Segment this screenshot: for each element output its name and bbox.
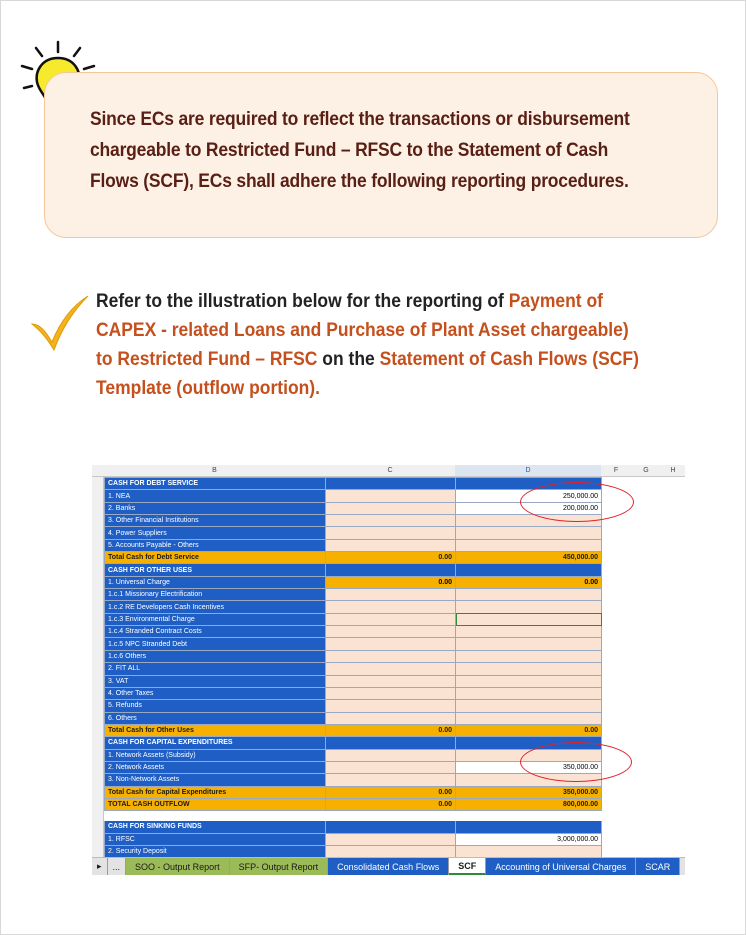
row-label[interactable]: 1. Universal Charge xyxy=(105,576,326,588)
cell-d[interactable]: 350,000.00 xyxy=(456,761,602,773)
cell-c[interactable] xyxy=(326,749,456,761)
cell-d[interactable] xyxy=(456,539,602,551)
cell-c[interactable] xyxy=(326,700,456,712)
column-header-c[interactable]: C xyxy=(325,465,455,477)
cell-d[interactable] xyxy=(456,712,602,724)
cell-d[interactable] xyxy=(456,811,602,821)
cell-d[interactable]: 450,000.00 xyxy=(456,552,602,564)
cell-c[interactable] xyxy=(326,638,456,650)
checkmark-icon xyxy=(30,294,90,354)
cell-d[interactable]: 350,000.00 xyxy=(456,786,602,798)
column-header-f[interactable]: F xyxy=(601,465,631,477)
row-header-strip[interactable] xyxy=(92,477,104,862)
cell-d[interactable] xyxy=(456,564,602,576)
table-row xyxy=(105,845,602,857)
row-label[interactable]: CASH FOR OTHER USES xyxy=(105,564,326,576)
scf-table xyxy=(104,477,602,858)
row-label[interactable]: 3. Non-Network Assets xyxy=(105,774,326,786)
spreadsheet xyxy=(92,465,685,885)
cell-d[interactable] xyxy=(456,687,602,699)
cell-d[interactable] xyxy=(456,821,602,833)
cell-c[interactable] xyxy=(326,613,456,625)
cell-d[interactable] xyxy=(456,650,602,662)
cell-d[interactable]: 800,000.00 xyxy=(456,798,602,810)
cell-d[interactable] xyxy=(456,613,602,625)
table-row xyxy=(105,724,602,736)
column-header-h[interactable]: H xyxy=(661,465,685,477)
table-row xyxy=(105,774,602,786)
table-row xyxy=(105,833,602,845)
table-row xyxy=(105,613,602,625)
cell-c[interactable] xyxy=(326,774,456,786)
highlight-ellipse-debt xyxy=(520,482,634,522)
table-row xyxy=(105,626,602,638)
row-label[interactable]: 2. Security Deposit xyxy=(105,845,326,857)
cell-c[interactable] xyxy=(326,502,456,514)
table-row xyxy=(105,601,602,613)
row-label[interactable]: 2. Network Assets xyxy=(105,761,326,773)
cell-c[interactable]: 0.00 xyxy=(326,724,456,736)
reference-highlight-payment: Payment of CAPEX - related Loans and Purchase of Plant Asset chargeable) to Restricted Fund – RFSC xyxy=(96,291,629,370)
tab-sfp-output-report[interactable]: SFP- Output Report xyxy=(230,858,329,875)
cell-c[interactable] xyxy=(326,527,456,539)
table-row xyxy=(105,663,602,675)
tab-consolidated-cash-flows[interactable]: Consolidated Cash Flows xyxy=(328,858,449,875)
row-label[interactable]: CASH FOR DEBT SERVICE xyxy=(105,478,326,490)
column-header-b[interactable]: B xyxy=(104,465,325,477)
row-label[interactable]: Total Cash for Debt Service xyxy=(105,552,326,564)
row-label[interactable]: Total Cash for Capital Expenditures xyxy=(105,786,326,798)
row-label[interactable]: 1.c.4 Stranded Contract Costs xyxy=(105,626,326,638)
cell-c[interactable] xyxy=(326,478,456,490)
cell-c[interactable] xyxy=(326,737,456,749)
table-row xyxy=(105,650,602,662)
tab-accounting-of-universal-charges[interactable]: Accounting of Universal Charges xyxy=(486,858,636,875)
table-row xyxy=(105,478,602,490)
cell-d[interactable] xyxy=(456,663,602,675)
table-row xyxy=(105,786,602,798)
row-label[interactable]: 1.c.3 Environmental Charge xyxy=(105,613,326,625)
reference-text xyxy=(96,287,648,403)
row-label[interactable]: 1.c.2 RE Developers Cash Incentives xyxy=(105,601,326,613)
sheet-tabs xyxy=(92,857,685,875)
cell-c[interactable] xyxy=(326,626,456,638)
cell-d[interactable] xyxy=(456,700,602,712)
table-row xyxy=(105,675,602,687)
callout-text: Since ECs are required to reflect the transactions or disbursement chargeable to Restricted Fund – RFSC to the Statement of Cash Flows (SCF), ECs shall adhere the following reporting procedures. xyxy=(90,109,630,192)
table-row xyxy=(105,798,602,810)
cell-c[interactable] xyxy=(326,687,456,699)
row-label[interactable]: 6. Others xyxy=(105,712,326,724)
row-label[interactable]: 2. FIT ALL xyxy=(105,663,326,675)
table-row xyxy=(105,515,602,527)
cell-c[interactable]: 0.00 xyxy=(326,798,456,810)
cell-c[interactable]: 0.00 xyxy=(326,576,456,588)
tab-nav[interactable]: ... xyxy=(108,858,127,875)
table-row xyxy=(105,539,602,551)
row-label[interactable]: 3. Other Financial Institutions xyxy=(105,515,326,527)
tab-scar[interactable]: SCAR xyxy=(636,858,680,875)
cell-c[interactable] xyxy=(326,663,456,675)
tab-soo-output-report[interactable]: SOO - Output Report xyxy=(126,858,230,875)
table-row xyxy=(105,700,602,712)
cell-c[interactable] xyxy=(326,675,456,687)
cell-d[interactable] xyxy=(456,626,602,638)
table-row xyxy=(105,737,602,749)
row-label[interactable]: 1. RFSC xyxy=(105,833,326,845)
tab-nav[interactable]: ▸ xyxy=(92,858,108,875)
table-row xyxy=(105,811,602,821)
table-row xyxy=(105,589,602,601)
row-label[interactable]: 1.c.5 NPC Stranded Debt xyxy=(105,638,326,650)
cell-d[interactable]: 0.00 xyxy=(456,724,602,736)
row-label[interactable]: TOTAL CASH OUTFLOW xyxy=(105,798,326,810)
tab-scf[interactable]: SCF xyxy=(449,858,486,875)
table-row xyxy=(105,712,602,724)
row-label[interactable]: CASH FOR SINKING FUNDS xyxy=(105,821,326,833)
table-row xyxy=(105,638,602,650)
row-label[interactable]: Total Cash for Other Uses xyxy=(105,724,326,736)
row-label[interactable]: 3. VAT xyxy=(105,675,326,687)
cell-c[interactable] xyxy=(326,821,456,833)
row-label[interactable]: CASH FOR CAPITAL EXPENDITURES xyxy=(105,737,326,749)
column-header-d[interactable]: D xyxy=(455,465,601,477)
cell-c[interactable] xyxy=(326,490,456,502)
cell-c[interactable] xyxy=(326,564,456,576)
reference-part1: Refer to the illustration below for the reporting of xyxy=(96,291,509,312)
cell-d[interactable]: 3,000,000.00 xyxy=(456,833,602,845)
cell-d[interactable] xyxy=(456,638,602,650)
cell-c[interactable] xyxy=(326,650,456,662)
cell-c[interactable] xyxy=(326,845,456,857)
cell-c[interactable]: 0.00 xyxy=(326,786,456,798)
table-row xyxy=(105,576,602,588)
table-row xyxy=(105,821,602,833)
row-label[interactable] xyxy=(105,811,326,821)
reference-part3: on the xyxy=(317,349,380,370)
column-header-g[interactable]: G xyxy=(631,465,661,477)
highlight-ellipse-capex xyxy=(520,742,632,782)
cell-d[interactable] xyxy=(456,527,602,539)
cell-c[interactable] xyxy=(326,539,456,551)
cell-d[interactable] xyxy=(456,601,602,613)
cell-d[interactable]: 250,000.00 xyxy=(456,490,602,502)
row-label[interactable]: 4. Other Taxes xyxy=(105,687,326,699)
cell-c[interactable] xyxy=(326,589,456,601)
cell-c[interactable] xyxy=(326,811,456,821)
row-label[interactable]: 5. Refunds xyxy=(105,700,326,712)
cell-c[interactable]: 0.00 xyxy=(326,552,456,564)
cell-c[interactable] xyxy=(326,833,456,845)
row-label[interactable]: 1.c.1 Missionary Electrification xyxy=(105,589,326,601)
cell-c[interactable] xyxy=(326,712,456,724)
row-label[interactable]: 1. Network Assets (Subsidy) xyxy=(105,749,326,761)
table-row xyxy=(105,552,602,564)
cell-d[interactable] xyxy=(456,589,602,601)
corner-header[interactable] xyxy=(92,465,104,477)
table-row xyxy=(105,527,602,539)
row-label[interactable]: 5. Accounts Payable - Others xyxy=(105,539,326,551)
cell-d[interactable] xyxy=(456,845,602,857)
cell-c[interactable] xyxy=(326,601,456,613)
row-label[interactable]: 1. NEA xyxy=(105,490,326,502)
reference-highlight-scf: Statement of Cash Flows (SCF) Template (outflow portion). xyxy=(96,349,639,399)
row-label[interactable]: 4. Power Suppliers xyxy=(105,527,326,539)
row-label[interactable]: 2. Banks xyxy=(105,502,326,514)
row-label[interactable]: 1.c.6 Others xyxy=(105,650,326,662)
table-row xyxy=(105,564,602,576)
cell-d[interactable]: 200,000.00 xyxy=(456,502,602,514)
table-row xyxy=(105,687,602,699)
cell-c[interactable] xyxy=(326,515,456,527)
cell-d[interactable] xyxy=(456,675,602,687)
cell-c[interactable] xyxy=(326,761,456,773)
cell-d[interactable]: 0.00 xyxy=(456,576,602,588)
